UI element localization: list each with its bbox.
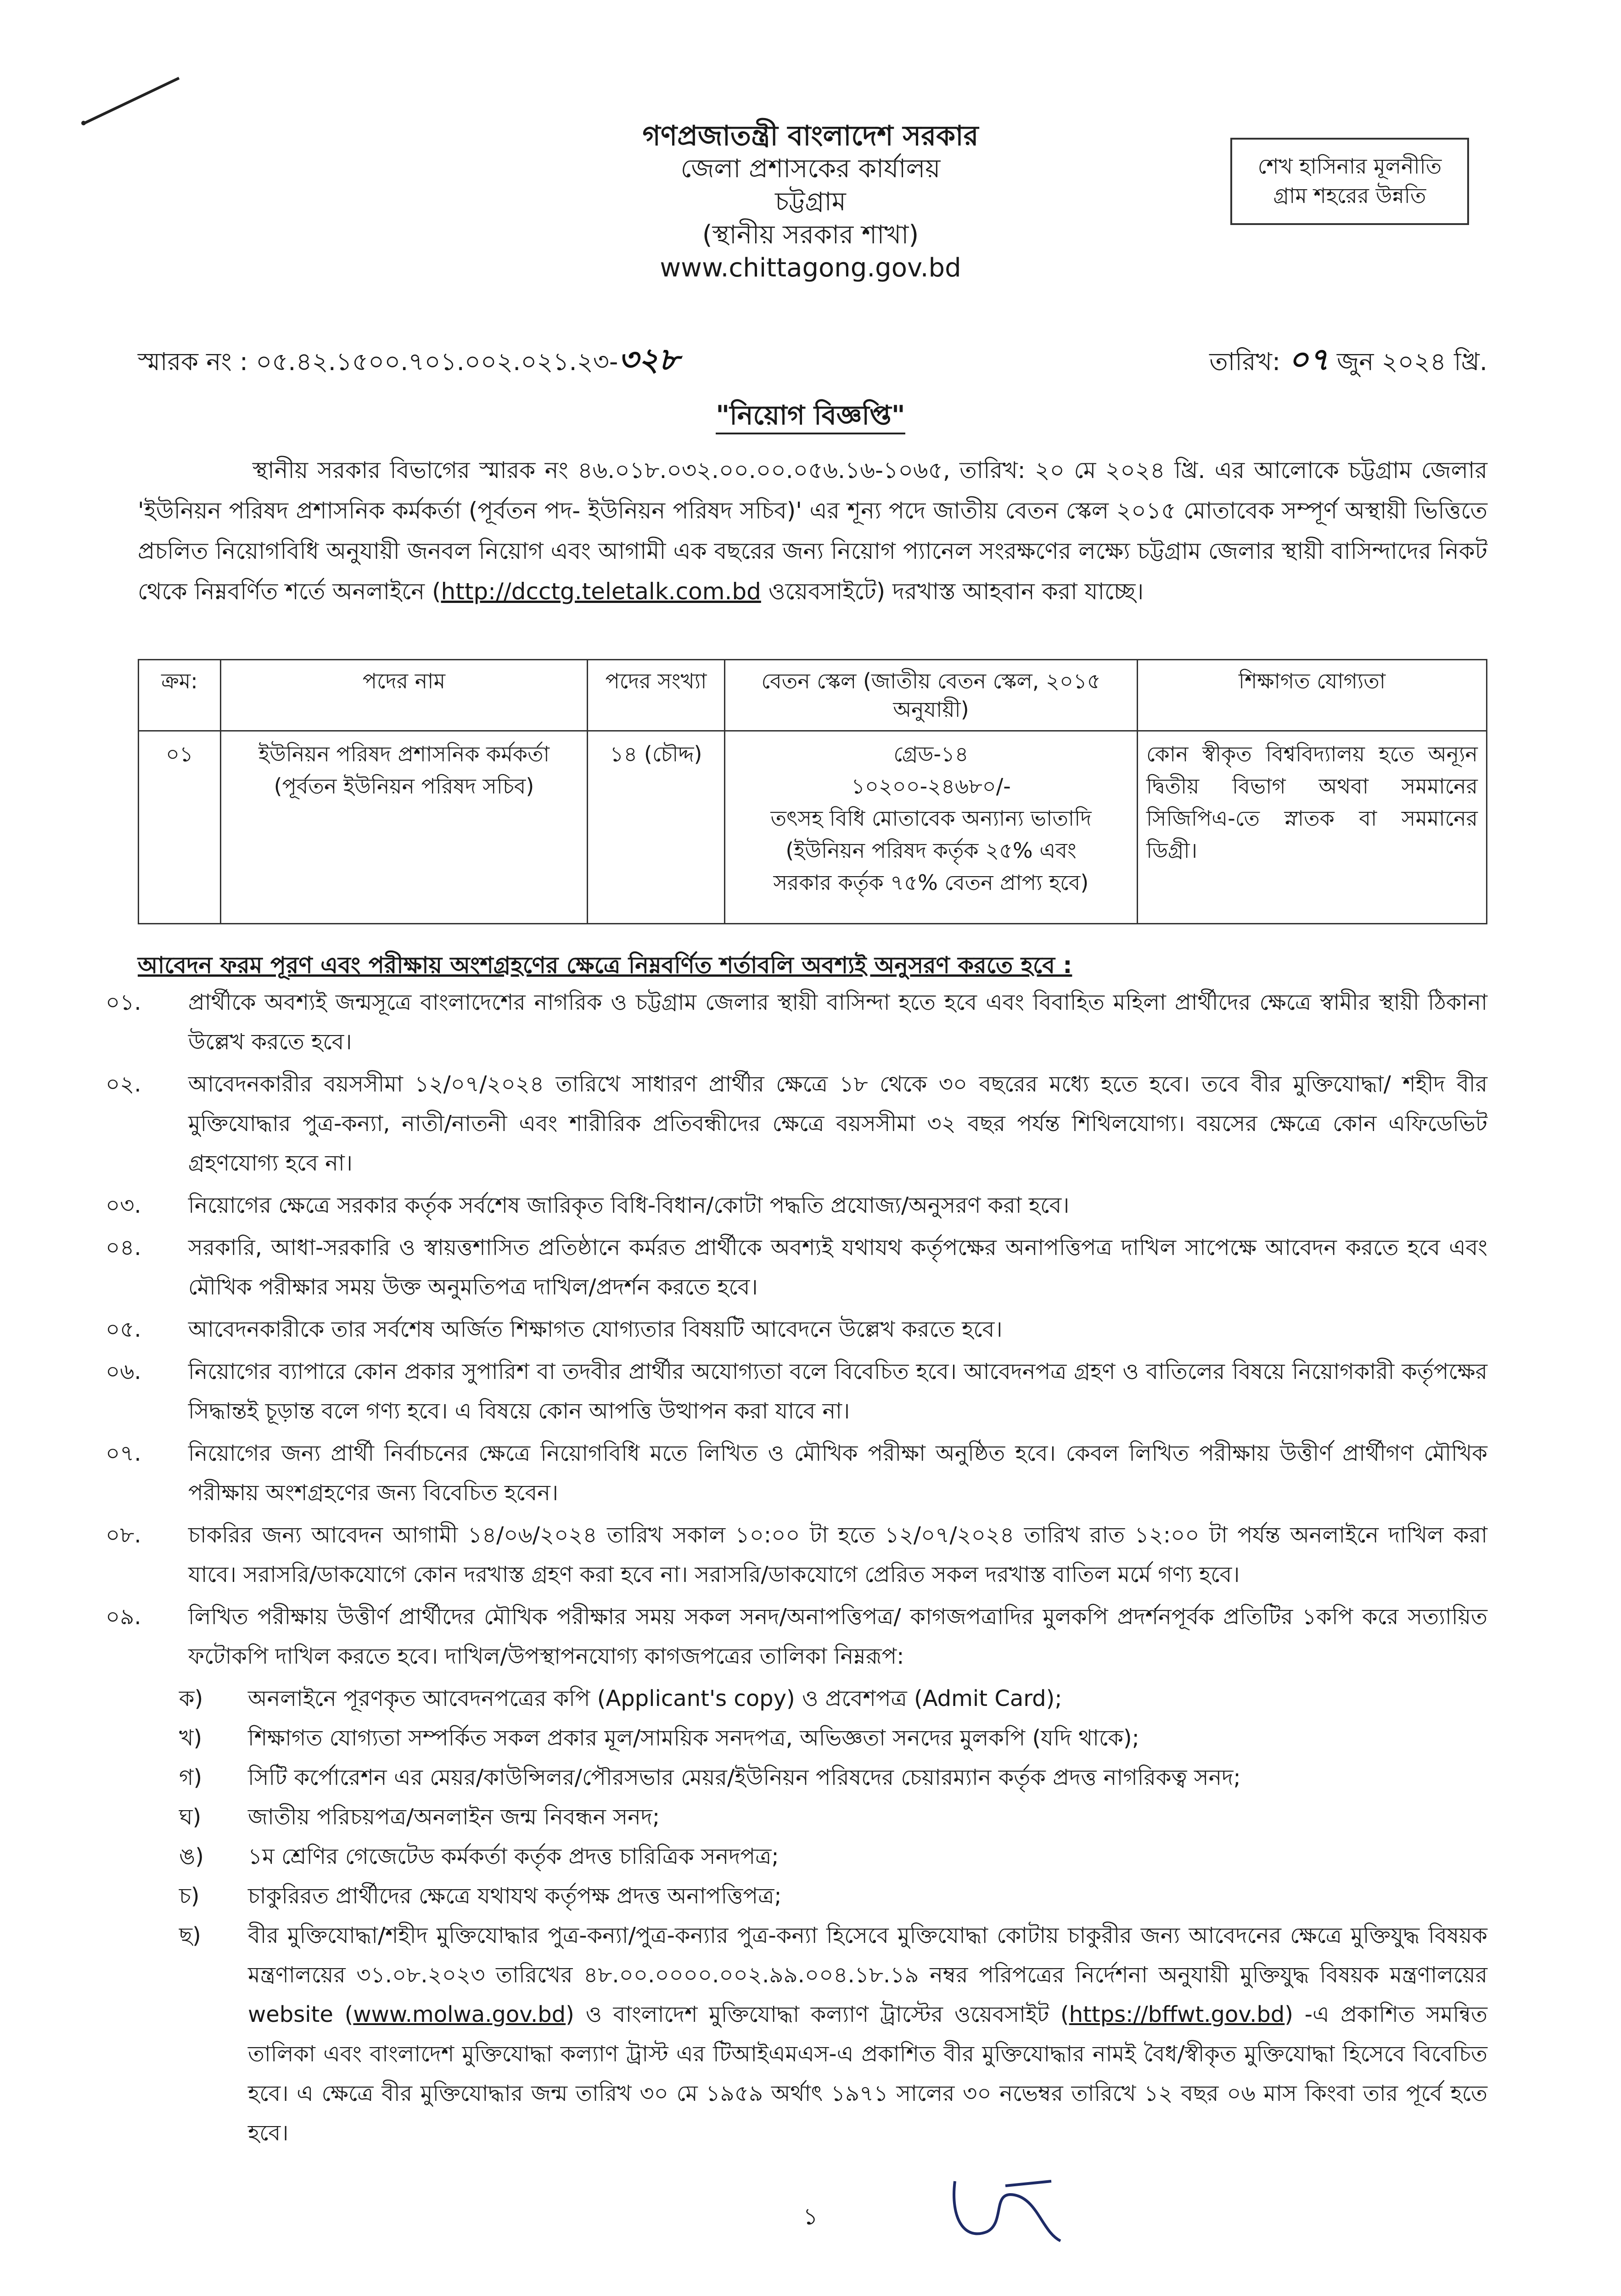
memo-number: স্মারক নং : ০৫.৪২.১৫০০.৭০১.০০২.০২১.২৩- xyxy=(138,347,618,376)
conditions-list xyxy=(106,983,1487,2153)
list-item xyxy=(106,1064,1487,1183)
intro-paragraph xyxy=(138,450,1487,612)
item-number: ০৩. xyxy=(106,1193,141,1218)
sub-list-item xyxy=(106,1718,1487,1758)
sub-item-number: খ) xyxy=(179,1725,202,1751)
table-header-row xyxy=(139,660,1487,731)
sub-item-number: ক) xyxy=(179,1686,203,1711)
list-item xyxy=(106,1515,1487,1594)
intro-text-end: ওয়েবসাইটে) দরখাস্ত আহবান করা যাচ্ছে। xyxy=(761,578,1144,605)
item-text: আবেদনকারীর বয়সসীমা ১২/০৭/২০২৪ তারিখে সাধারণ প্রার্থীর ক্ষেত্রে ১৮ থেকে ৩০ বছরের মধ্যে হতে হবে। তবে বীর মুক্তিযোদ্ধা/ শহীদ বীর মুক্তিযোদ্ধার পুত্র-কন্যা, নাতী/নাতনী এবং শারীরিক প্রতিবন্ধীদের ক্ষেত্রে বয়সসীমা ৩২ বছর পর্যন্ত শিথিলযোগ্য। বয়সের ক্ষেত্রে কোন এফিডেভিট গ্রহণযোগ্য হবে না। xyxy=(188,1071,1487,1176)
website: www.chittagong.gov.bd xyxy=(660,253,961,283)
sub-item-text: জাতীয় পরিচয়পত্র/অনলাইন জন্ম নিবন্ধন সনদ; xyxy=(248,1804,660,1830)
col-post-name: পদের নাম xyxy=(221,660,588,731)
posts-table xyxy=(138,659,1487,924)
sub-item-number: ঘ) xyxy=(179,1804,202,1830)
handwritten-date-day: ০৭ xyxy=(1288,341,1329,378)
motto-line-1: শেখ হাসিনার মূলনীতি xyxy=(1257,154,1442,179)
sub-list-item xyxy=(106,1837,1487,1876)
government-name: গণপ্রজাতন্ত্রী বাংলাদেশ সরকার xyxy=(642,120,979,152)
item-number: ০১. xyxy=(106,990,141,1015)
list-item xyxy=(106,1434,1487,1513)
item-number: ০২. xyxy=(106,1071,141,1097)
post-name-cell xyxy=(221,731,588,924)
list-item xyxy=(106,1597,1487,1676)
handwritten-initial xyxy=(937,2163,1074,2255)
item-number: ০৪. xyxy=(106,1235,141,1261)
pay-scale-cell xyxy=(725,731,1138,924)
col-pay-scale: বেতন স্কেল (জাতীয় বেতন স্কেল, ২০১৫ অনুযায়ী) xyxy=(725,660,1138,731)
item-text: নিয়োগের জন্য প্রার্থী নির্বাচনের ক্ষেত্রে নিয়োগবিধি মতে লিখিত ও মৌখিক পরীক্ষা অনুষ্ঠিত হবে। কেবল লিখিত পরীক্ষায় উত্তীর্ণ প্রার্থীগণ মৌখিক পরীক্ষায় অংশগ্রহণের জন্য বিবেচিত হবেন। xyxy=(188,1441,1487,1506)
serial-cell: ০১ xyxy=(139,731,221,924)
item-number: ০৭. xyxy=(106,1441,141,1466)
sub-item-number: ঙ) xyxy=(179,1844,204,1869)
pay-scale-line: ১০২০০-২৪৬৮০/- xyxy=(851,774,1011,799)
molwa-link[interactable]: www.molwa.gov.bd xyxy=(353,2002,566,2027)
list-item xyxy=(106,1310,1487,1349)
handwritten-memo-number: ৩২৮ xyxy=(618,341,679,378)
col-serial: ক্রম: xyxy=(139,660,221,731)
item-text: প্রার্থীকে অবশ্যই জন্মসূত্রে বাংলাদেশের নাগরিক ও চট্টগ্রাম জেলার স্থায়ী বাসিন্দা হতে হবে এবং বিবাহিত মহিলা প্রার্থীদের ক্ষেত্রে স্বামীর স্থায়ী ঠিকানা উল্লেখ করতে হবে। xyxy=(188,990,1487,1055)
sub-list-item xyxy=(106,1916,1487,2153)
item-text: নিয়োগের ক্ষেত্রে সরকার কর্তৃক সর্বশেষ জারিকৃত বিধি-বিধান/কোটা পদ্ধতি প্রযোজ্য/অনুসরণ করা হবে। xyxy=(188,1193,1070,1218)
sub-item-text: সিটি কর্পোরেশন এর মেয়র/কাউন্সিলর/পৌরসভার মেয়র/ইউনিয়ন পরিষদের চেয়ারম্যান কর্তৃক প্রদত্ত নাগরিকত্ব সনদ; xyxy=(248,1765,1241,1790)
col-qualification: শিক্ষাগত যোগ্যতা xyxy=(1138,660,1487,731)
sub-list-item xyxy=(106,1797,1487,1837)
page-number: ১ xyxy=(803,2203,818,2230)
district-name: চট্টগ্রাম xyxy=(775,187,846,217)
date-month-year: জুন ২০২৪ খ্রি. xyxy=(1336,347,1487,376)
col-post-count: পদের সংখ্যা xyxy=(588,660,725,731)
list-item xyxy=(106,1352,1487,1431)
pay-scale-line: (ইউনিয়ন পরিষদ কর্তৃক ২৫% এবং xyxy=(785,838,1077,863)
sub-item-text: ) -এ প্রকাশিত সমন্বিত তালিকা এবং বাংলাদেশ মুক্তিযোদ্ধা কল্যাণ ট্রাস্ট এর টিআইএমএস-এ প্রকাশিত বীর মুক্তিযোদ্ধার নামই বৈধ/স্বীকৃত মুক্তিযোদ্ধা হিসেবে বিবেচিত হবে। এ ক্ষেত্রে বীর মুক্তিযোদ্ধার জন্ম তারিখ ৩০ মে ১৯৫৯ অর্থাৎ ১৯৭১ সালের ৩০ নভেম্বর তারিখে ১২ বছর ০৬ মাস কিংবা তার পূর্বে হতে হবে। xyxy=(248,2002,1488,2146)
sub-item-number: ছ) xyxy=(179,1923,201,1948)
issue-date xyxy=(1209,335,1487,388)
date-label: তারিখ: xyxy=(1209,347,1281,376)
sub-list-item xyxy=(106,1876,1487,1916)
motto-line-2: গ্রাম শহরের উন্নতি xyxy=(1273,183,1426,208)
pay-scale-line: তৎসহ বিধি মোতাবেক অন্যান্য ভাতাদি xyxy=(770,806,1092,831)
list-item xyxy=(106,983,1487,1062)
item-number: ০৫. xyxy=(106,1317,141,1342)
intro-text: স্থানীয় সরকার বিভাগের স্মারক নং ৪৬.০১৮.০৩২.০০.০০.০৫৬.১৬-১০৬৫, তারিখ: ২০ মে ২০২৪ খ্রি. এর আলোকে চট্টগ্রাম জেলার 'ইউনিয়ন পরিষদ প্রশাসনিক কর্মকর্তা (পূর্বতন পদ- ইউনিয়ন পরিষদ সচিব)' এর শূন্য পদে জাতীয় বেতন স্কেল ২০১৫ মোতাবেক সম্পূর্ণ অস্থায়ী ভিত্তিতে প্রচলিত নিয়োগবিধি অনুযায়ী জনবল নিয়োগ এবং আগামী এক বছরের জন্য নিয়োগ প্যানেল সংরক্ষণের লক্ষ্যে চট্টগ্রাম জেলার স্থায়ী বাসিন্দাদের নিকট থেকে নিম্নবর্ণিত শর্তে অনলাইনে ( xyxy=(138,457,1487,605)
sub-item-text: বীর মুক্তিযোদ্ধা/শহীদ মুক্তিযোদ্ধার পুত্র-কন্যা/পুত্র-কন্যার পুত্র-কন্যা হিসেবে মুক্তিযোদ্ধা কোটায় চাকুরীর জন্য আবেদনের ক্ষেত্রে মুক্তিযুদ্ধ বিষয়ক মন্ত্রণালয়ের ৩১.০৮.২০২৩ তারিখের ৪৮.০০.০০০০.০০২.৯৯.০০৪.১৮.১৯ নম্বর পরিপত্রের নির্দেশনা অনুযায়ী মুক্তিযুদ্ধ বিষয়ক মন্ত্রণালয়ের website ( xyxy=(248,1923,1487,2027)
reference-line xyxy=(138,335,1487,388)
motto-box xyxy=(1230,138,1469,225)
sub-list-item xyxy=(106,1679,1487,1718)
post-name-line: (পূর্বতন ইউনিয়ন পরিষদ সচিব) xyxy=(274,774,534,799)
sub-item-number: চ) xyxy=(179,1883,200,1909)
notice-title-text: "নিয়োগ বিজ্ঞপ্তি" xyxy=(716,400,905,434)
sub-item-text: শিক্ষাগত যোগ্যতা সম্পর্কিত সকল প্রকার মূল/সাময়িক সনদপত্র, অভিজ্ঞতা সনদের মুলকপি (যদি থাকে); xyxy=(248,1725,1139,1751)
item-text: চাকরির জন্য আবেদন আগামী ১৪/০৬/২০২৪ তারিখ সকাল ১০:০০ টা হতে ১২/০৭/২০২৪ তারিখ রাত ১২:০০ টা পর্যন্ত অনলাইনে দাখিল করা যাবে। সরাসরি/ডাকযোগে কোন দরখাস্ত গ্রহণ করা হবে না। সরাসরি/ডাকযোগে প্রেরিত সকল দরখাস্ত বাতিল মর্মে গণ্য হবে। xyxy=(188,1522,1487,1587)
sub-list-item xyxy=(106,1758,1487,1797)
item-number: ০৬. xyxy=(106,1359,141,1384)
item-text: লিখিত পরীক্ষায় উত্তীর্ণ প্রার্থীদের মৌখিক পরীক্ষার সময় সকল সনদ/অনাপত্তিপত্র/ কাগজপত্রাদির মুলকপি প্রদর্শনপূর্বক প্রতিটির ১কপি করে সত্যায়িত ফটোকপি দাখিল করতে হবে। দাখিল/উপস্থাপনযোগ্য কাগজপত্রের তালিকা নিম্নরূপ: xyxy=(188,1604,1487,1669)
table-row xyxy=(139,731,1487,924)
branch-name: (স্থানীয় সরকার শাখা) xyxy=(702,220,919,250)
post-name-line: ইউনিয়ন পরিষদ প্রশাসনিক কর্মকর্তা xyxy=(258,742,550,766)
pay-scale-line: সরকার কর্তৃক ৭৫% বেতন প্রাপ্য হবে) xyxy=(773,870,1089,895)
list-item xyxy=(106,1186,1487,1225)
sub-item-number: গ) xyxy=(179,1765,202,1790)
item-text: আবেদনকারীকে তার সর্বশেষ অর্জিত শিক্ষাগত যোগ্যতার বিষয়টি আবেদনে উল্লেখ করতে হবে। xyxy=(188,1317,1003,1342)
post-count-cell: ১৪ (চৌদ্দ) xyxy=(588,731,725,924)
list-item xyxy=(106,1228,1487,1307)
bffwt-link[interactable]: https://bffwt.gov.bd xyxy=(1069,2002,1285,2027)
item-text: নিয়োগের ব্যাপারে কোন প্রকার সুপারিশ বা তদবীর প্রার্থীর অযোগ্যতা বলে বিবেচিত হবে। আবেদনপত্র গ্রহণ ও বাতিলের বিষয়ে নিয়োগকারী কর্তৃপক্ষের সিদ্ধান্তই চূড়ান্ত বলে গণ্য হবে। এ বিষয়ে কোন আপত্তি উত্থাপন করা যাবে না। xyxy=(188,1359,1487,1424)
sub-item-text: অনলাইনে পূরণকৃত আবেদনপত্রের কপি (Applicant's copy) ও প্রবেশপত্র (Admit Card); xyxy=(248,1686,1062,1711)
pay-scale-line: গ্রেড-১৪ xyxy=(893,742,969,766)
office-name: জেলা প্রশাসকের কার্যালয় xyxy=(680,154,941,184)
item-number: ০৯. xyxy=(106,1604,141,1630)
sub-item-text: ১ম শ্রেণির গেজেটেড কর্মকর্তা কর্তৃক প্রদত্ত চারিত্রিক সনদপত্র; xyxy=(248,1844,779,1869)
qualification-cell: কোন স্বীকৃত বিশ্ববিদ্যালয় হতে অন্যূন দ্বিতীয় বিভাগ অথবা সমমানের সিজিপিএ-তে স্নাতক বা সমমানের ডিগ্রী। xyxy=(1138,731,1487,924)
item-number: ০৮. xyxy=(106,1522,141,1548)
notice-title xyxy=(0,395,1621,439)
sub-item-text: ) ও বাংলাদেশ মুক্তিযোদ্ধা কল্যাণ ট্রাস্টের ওয়েবসাইট ( xyxy=(566,2002,1069,2027)
sub-item-text: চাকুরিরত প্রার্থীদের ক্ষেত্রে যথাযথ কর্তৃপক্ষ প্রদত্ত অনাপত্তিপত্র; xyxy=(248,1883,782,1909)
application-link[interactable]: http://dcctg.teletalk.com.bd xyxy=(441,578,761,605)
conditions-heading: আবেদন ফরম পূরণ এবং পরীক্ষায় অংশগ্রহণের ক্ষেত্রে নিম্নবর্ণিত শর্তাবলি অবশ্যই অনুসরণ করতে হবে : xyxy=(138,952,1072,979)
item-text: সরকারি, আধা-সরকারি ও স্বায়ত্তশাসিত প্রতিষ্ঠানে কর্মরত প্রার্থীকে অবশ্যই যথাযথ কর্তৃপক্ষের অনাপত্তিপত্র দাখিল সাপেক্ষে আবেদন করতে হবে এবং মৌখিক পরীক্ষার সময় উক্ত অনুমতিপত্র দাখিল/প্রদর্শন করতে হবে। xyxy=(188,1235,1487,1300)
